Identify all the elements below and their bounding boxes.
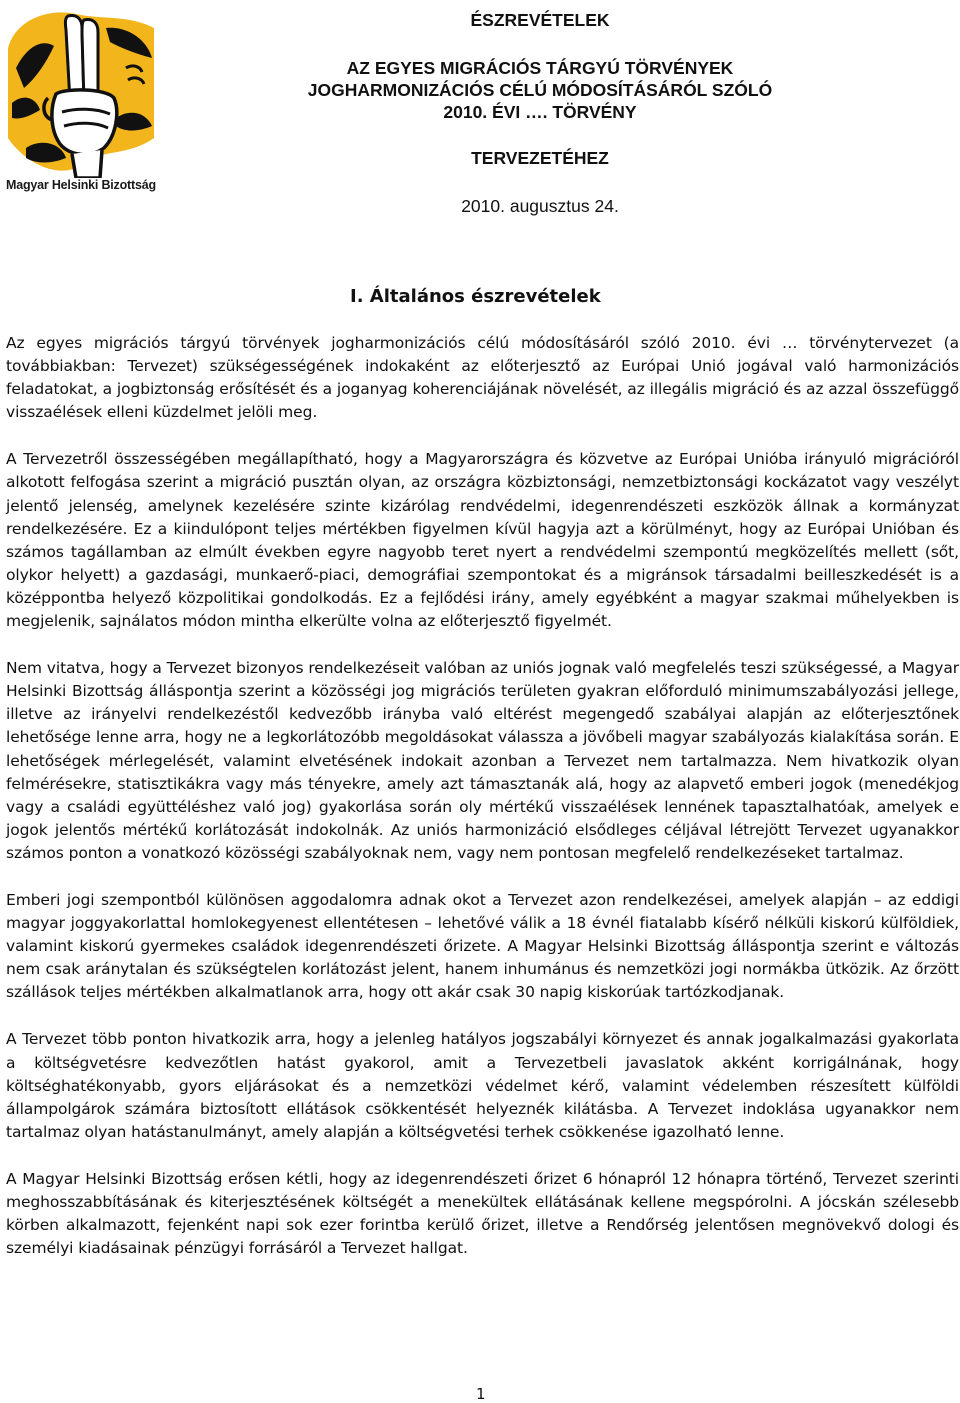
document-subtitle-line-2: JOGHARMONIZÁCIÓS CÉLÚ MÓDOSÍTÁSÁRÓL SZÓLÓ bbox=[307, 80, 773, 100]
document-body bbox=[6, 332, 959, 1284]
section-heading: I. Általános észrevételek bbox=[350, 286, 601, 307]
page-number: 1 bbox=[476, 1385, 486, 1403]
document-subtitle-line-1: AZ EGYES MIGRÁCIÓS TÁRGYÚ TÖRVÉNYEK bbox=[346, 58, 734, 78]
document-subtitle-line-3: 2010. ÉVI …. TÖRVÉNY bbox=[443, 102, 637, 122]
paragraph: Nem vitatva, hogy a Tervezet bizonyos rendelkezéseit valóban az uniós jognak való megfelelés teszi szükségessé, a Magyar Helsinki Bizottság álláspontja szerint a közösségi jog migrációs területen gyakran előforduló minimumszabályozási jellege, illetve az irányelvi rendelkezéstől kedvezőbb irányba való eltérést megengedő szabályai alapján az előterjesztőnek lehetősége lenne arra, hogy ne a legkorlátozóbb megoldásokat válassza a jövőbeli magyar szabályozás kialakítása során. E lehetőségek mérlegelését, valamint elvetésének indokait azonban a Tervezet nem tartalmazza. Nem hivatkozik olyan felmérésekre, statisztikákra vagy más tényekre, amely azt támasztanák alá, hogy az alapvető emberi jogok (menedékjog vagy a családi együttéléshez való jog) gyakorlása során oly mértékű visszaélések lennének tapasztalhatóak, amelyek e jogok jelentős mértékű korlátozását indokolnák. Az uniós harmonizáció elsődleges céljával létrejött Tervezet ugyanakkor számos ponton a vonatkozó közösségi szabályoknak nem, vagy nem pontosan megfelelő rendelkezéseket tartalmaz. bbox=[6, 659, 959, 862]
paragraph: A Tervezet több ponton hivatkozik arra, hogy a jelenleg hatályos jogszabályi környezet és annak jogalkalmazási gyakorlata a költségvetésre kedvezőtlen hatást gyakorol, amit a Tervezetbeli javaslatok akként korrigálnának, hogy költséghatékonyabb, gyors eljárásokat és a nemzetközi védelmet kérő, valamint védelemben részesített külföldi állampolgárok számára biztosított ellátások csökkentését helyeznék kilátásba. A Tervezet indoklása ugyanakkor nem tartalmaz olyan hatástanulmányt, amely alapján a költségvetési terhek csökkenése igazolható lenne. bbox=[6, 1030, 959, 1141]
paragraph: A Magyar Helsinki Bizottság erősen kétli, hogy az idegenrendészeti őrizet 6 hónapról 12 hónapra történő, Tervezet szerinti meghosszabbításának és kiterjesztésének költségét a menekültek ellátásának kellene megspórolni. A jócskán szélesebb körben alkalmazott, fejenként napi sok ezer forintba kerülő őrizet, illetve a Rendőrség jelentősen megnövekvő dologi és személyi kiadásainak pénzügyi forrásáról a Tervezet hallgat. bbox=[6, 1169, 959, 1258]
logo-caption: Magyar Helsinki Bizottság bbox=[6, 178, 156, 192]
document-title: ÉSZREVÉTELEK bbox=[470, 10, 610, 30]
paragraph: Emberi jogi szempontból különösen aggodalomra adnak okot a Tervezet azon rendelkezései, amelyek alapján – az eddigi magyar joggyakorlattal homlokegyenest ellentétesen – lehetővé válik a 18 évnél fiatalabb kísérő nélküli kiskorú külföldiek, valamint kiskorú gyermekes családok idegenrendészeti őrizete. A Magyar Helsinki Bizottság álláspontja szerint e változás nem csak aránytalan és szükségtelen korlátozást jelent, hanem inhumánus és nemzetközi jogi normákba ütközik. Az őrzött szállások teljes mértékben alkalmatlanok arra, hogy ott akár csak 30 napig kiskorúak tartózkodjanak. bbox=[6, 890, 959, 1002]
document-subtitle-line-4: TERVEZETÉHEZ bbox=[471, 148, 609, 168]
paragraph: Az egyes migrációs tárgyú törvények jogharmonizációs célú módosításáról szóló 2010. évi … törvénytervezet (a továbbiakban: Tervezet) szükségességének indokaként az előterjesztő az Európai Unió jogával való harmonizációs feladatokat, a jogbiztonság erősítését és a joganyag koherenciájának növelését, az illegális migráció és az azzal összefüggő visszaélések elleni küzdelmet jelöli meg. bbox=[6, 334, 959, 422]
document-date: 2010. augusztus 24. bbox=[461, 196, 619, 216]
organization-logo bbox=[6, 8, 158, 198]
paragraph: A Tervezetről összességében megállapítható, hogy a Magyarországra és közvetve az Európai Unióba irányuló migrációról alkotott felfogása szerint a migráció pusztán olyan, az országra közbiztonsági, nemzetbiztonsági kockázatot vagy veszélyt jelentő jelenség, amelynek kezelésére szinte kizárólag rendvédelmi, idegenrendészeti eszközök állnak a kormányzat rendelkezésére. Ez a kiindulópont teljes mértékben figyelmen kívül hagyja azt a körülményt, hogy az Európai Unióban és számos tagállamban az elmúlt években egyre nagyobb teret nyert a rendvédelmi szempontú megközelítés mellett (sőt, olykor helyett) a gazdasági, munkaerő-piaci, demográfiai szempontokat és a migránsok társadalmi beilleszkedését is a középpontba helyező közpolitikai gondolkodás. Ez a fejlődési irány, amely egyébként a magyar szakmai műhelyekben is megjelenik, sajnálatos módon mintha elkerülte volna az előterjesztő figyelmét. bbox=[6, 450, 959, 631]
hand-gesture-logo-icon bbox=[6, 8, 158, 178]
